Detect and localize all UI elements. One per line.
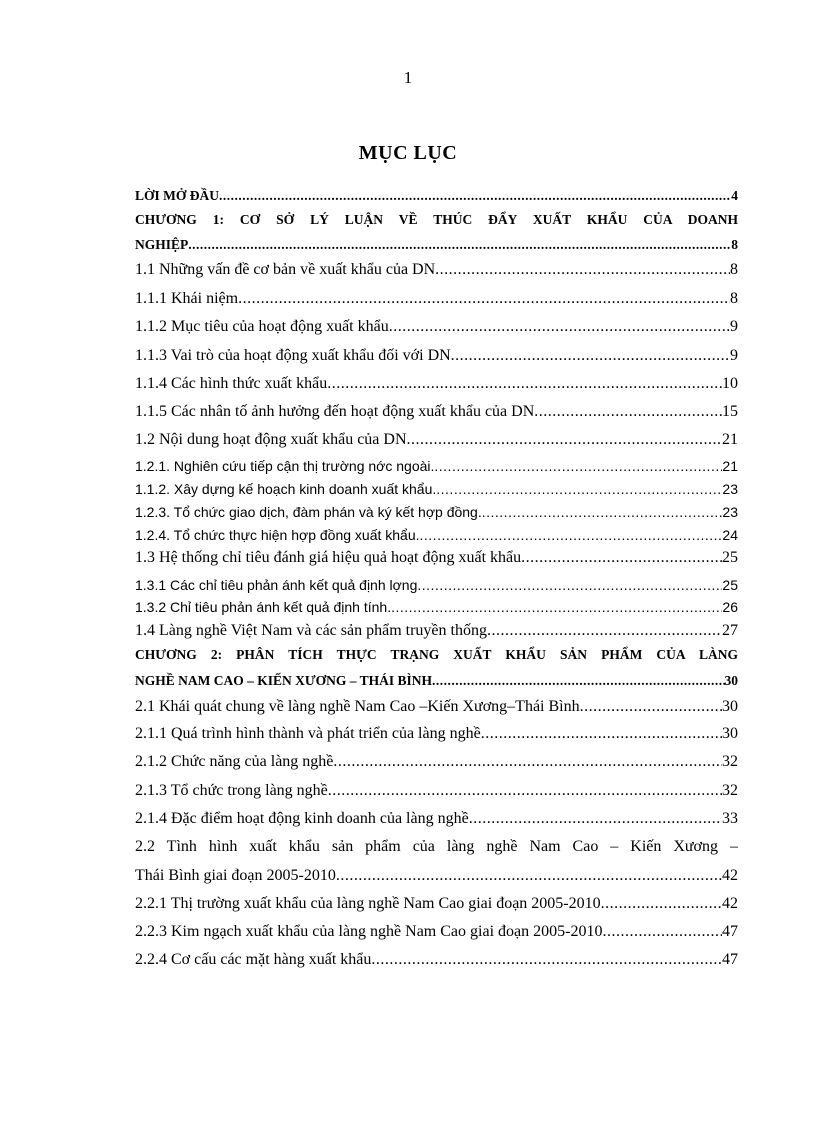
toc-entry-page: 27 bbox=[722, 622, 738, 639]
dot-leader bbox=[601, 894, 722, 913]
toc-entry[interactable] bbox=[135, 752, 738, 771]
toc-entry[interactable] bbox=[135, 402, 738, 421]
toc-entry-page: 21 bbox=[722, 458, 738, 474]
toc-entry[interactable] bbox=[135, 866, 738, 885]
toc-entry-page: 23 bbox=[722, 504, 738, 520]
dot-leader bbox=[602, 922, 722, 941]
toc-entry-label: 2.1.2 Chức năng của làng nghề bbox=[135, 753, 334, 770]
toc-entry-label: 1.2.3. Tổ chức giao dịch, đàm phán và ký kết hợp đồng. bbox=[135, 504, 482, 520]
toc-entry[interactable] bbox=[135, 724, 738, 743]
dot-leader bbox=[333, 752, 722, 771]
toc-entry-label: Thái Bình giai đoạn 2005-2010 bbox=[135, 867, 336, 884]
toc-entry[interactable] bbox=[135, 527, 738, 544]
toc-entry-page: 33 bbox=[722, 810, 738, 827]
dot-leader bbox=[391, 599, 722, 616]
toc-entry-page: 9 bbox=[730, 347, 738, 364]
toc-entry-label: 1.2.4. Tổ chức thực hiện hợp đồng xuất khẩu. bbox=[135, 527, 420, 543]
dot-leader bbox=[487, 621, 722, 640]
toc-entry-label: 1.1.4 Các hình thức xuất khẩu bbox=[135, 375, 328, 392]
toc-entry-page: 47 bbox=[722, 951, 738, 968]
toc-title: MỤC LỤC bbox=[358, 142, 458, 164]
toc-entry-label: 1.3 Hệ thống chỉ tiêu đánh giá hiệu quả hoạt động xuất khẩu bbox=[135, 549, 522, 566]
toc-entry-label: 2.2.1 Thị trường xuất khẩu của làng nghề Nam Cao giai đoạn 2005-2010 bbox=[135, 895, 601, 912]
dot-leader bbox=[481, 724, 722, 743]
toc-entry-page: 25 bbox=[722, 577, 738, 593]
toc-entry[interactable] bbox=[135, 922, 738, 941]
toc-entry-page: 15 bbox=[722, 403, 738, 420]
dot-leader bbox=[327, 374, 722, 393]
toc-entry[interactable] bbox=[135, 188, 738, 204]
toc-entry-page: 30 bbox=[724, 673, 738, 688]
toc-entry-label: 2.1.1 Quá trình hình thành và phát triển của làng nghề bbox=[135, 725, 481, 742]
toc-entry-page: 42 bbox=[722, 895, 738, 912]
toc-entry-label: 1.1.5 Các nhân tố ảnh hưởng đến hoạt động xuất khẩu của DN bbox=[135, 403, 535, 420]
toc-entry[interactable] bbox=[135, 289, 738, 308]
toc-entry[interactable] bbox=[135, 577, 738, 594]
toc-entry-page: 21 bbox=[722, 431, 738, 448]
toc-entry[interactable] bbox=[135, 673, 738, 689]
toc-entry-label: 1.1.2. Xây dựng kế hoạch kinh doanh xuất khẩu. bbox=[135, 481, 437, 497]
toc-entry-label: 1.2 Nội dung hoạt động xuất khẩu của DN bbox=[135, 431, 407, 448]
toc-section-heading[interactable]: 2.2 Tình hình xuất khẩu sản phẩm của làng nghề Nam Cao – Kiến Xương – bbox=[135, 838, 738, 855]
toc-entry-label: 2.2.3 Kim ngạch xuất khẩu của làng nghề Nam Cao giai đoạn 2005-2010 bbox=[135, 923, 603, 940]
toc-entry[interactable] bbox=[135, 260, 738, 279]
toc-entry-label: 1.1.2 Mục tiêu của hoạt động xuất khẩu bbox=[135, 318, 389, 335]
toc-entry-label: 1.3.2 Chỉ tiêu phản ánh kết quả định tính. bbox=[135, 599, 392, 615]
toc-entry-page: 8 bbox=[730, 290, 738, 307]
toc-entry-label: 1.3.1 Các chỉ tiêu phản ánh kết quả định lợng bbox=[135, 577, 418, 593]
toc-entry[interactable] bbox=[135, 237, 738, 253]
toc-entry-label: NGHIỆP bbox=[135, 237, 189, 252]
dot-leader bbox=[238, 289, 730, 308]
toc-entry-page: 30 bbox=[722, 698, 738, 715]
page-number: 1 bbox=[403, 68, 413, 87]
toc-entry-label: NGHỀ NAM CAO – KIẾN XƯƠNG – THÁI BÌNH bbox=[135, 673, 433, 688]
toc-entry-label: LỜI MỞ ĐẦU bbox=[135, 188, 219, 203]
toc-entry[interactable] bbox=[135, 697, 738, 716]
toc-entry[interactable] bbox=[135, 894, 738, 913]
toc-entry[interactable] bbox=[135, 950, 738, 969]
toc-entry[interactable] bbox=[135, 374, 738, 393]
toc-entry-page: 47 bbox=[722, 923, 738, 940]
toc-entry[interactable] bbox=[135, 317, 738, 336]
toc-entry[interactable] bbox=[135, 504, 738, 521]
dot-leader bbox=[336, 866, 722, 885]
toc-entry-page: 42 bbox=[722, 867, 738, 884]
toc-entry-label: 2.2.4 Cơ cấu các mặt hàng xuất khẩu bbox=[135, 951, 372, 968]
dot-leader bbox=[482, 504, 723, 521]
toc-entry-label: 1.1.1 Khái niệm bbox=[135, 290, 239, 307]
toc-entry-label: 1.2.1. Nghiên cứu tiếp cận thị trường nớc ngoài. bbox=[135, 458, 435, 474]
dot-leader bbox=[389, 317, 730, 336]
dot-leader bbox=[407, 430, 722, 449]
toc-entry-page: 4 bbox=[731, 188, 738, 203]
dot-leader bbox=[435, 260, 730, 279]
toc-entry-page: 30 bbox=[722, 725, 738, 742]
dot-leader bbox=[580, 697, 722, 716]
toc-entry-label: 1.1.3 Vai trò của hoạt động xuất khẩu đối với DN bbox=[135, 347, 451, 364]
toc-entry-label: 2.1.3 Tổ chức trong làng nghề bbox=[135, 782, 328, 799]
dot-leader bbox=[188, 237, 731, 253]
toc-entry-page: 32 bbox=[722, 782, 738, 799]
toc-entry-page: 32 bbox=[722, 753, 738, 770]
toc-entry-label: 1.4 Làng nghề Việt Nam và các sản phẩm truyền thống bbox=[135, 622, 487, 639]
dot-leader bbox=[451, 346, 730, 365]
toc-entry[interactable] bbox=[135, 481, 738, 498]
dot-leader bbox=[469, 809, 722, 828]
toc-entry-page: 25 bbox=[722, 549, 738, 566]
toc-entry-label: 1.1 Những vấn đề cơ bản về xuất khẩu của DN bbox=[135, 261, 436, 278]
toc-entry-page: 8 bbox=[730, 261, 738, 278]
dot-leader bbox=[417, 577, 722, 594]
toc-entry[interactable] bbox=[135, 621, 738, 640]
toc-chapter-heading[interactable]: CHƯƠNG 2: PHÂN TÍCH THỰC TRẠNG XUẤT KHẨU SẢN PHẨM CỦA LÀNG bbox=[135, 647, 738, 662]
toc-entry-page: 23 bbox=[722, 481, 738, 497]
toc-entry-label: 2.1 Khái quát chung về làng nghề Nam Cao –Kiến Xương–Thái Bình bbox=[135, 698, 580, 715]
toc-chapter-heading[interactable]: CHƯƠNG 1: CƠ SỞ LÝ LUẬN VỀ THÚC ĐẨY XUẤT KHẨU CỦA DOANH bbox=[135, 212, 738, 227]
toc-entry[interactable] bbox=[135, 458, 738, 475]
toc-entry[interactable] bbox=[135, 809, 738, 828]
dot-leader bbox=[219, 188, 731, 204]
dot-leader bbox=[328, 781, 722, 800]
dot-leader bbox=[432, 673, 724, 689]
toc-entry[interactable] bbox=[135, 346, 738, 365]
toc-entry-page: 24 bbox=[722, 527, 738, 543]
toc-entry[interactable] bbox=[135, 599, 738, 616]
toc-entry[interactable] bbox=[135, 548, 738, 567]
toc-entry-page: 10 bbox=[722, 375, 738, 392]
toc-entry-page: 26 bbox=[722, 599, 738, 615]
toc-entry-page: 8 bbox=[731, 237, 738, 252]
dot-leader bbox=[371, 950, 722, 969]
dot-leader bbox=[436, 481, 722, 498]
toc-entry-label: 2.1.4 Đặc điểm hoạt động kinh doanh của làng nghề bbox=[135, 810, 469, 827]
dot-leader bbox=[434, 458, 722, 475]
toc-entry[interactable] bbox=[135, 430, 738, 449]
dot-leader bbox=[521, 548, 722, 567]
toc-entry-page: 9 bbox=[730, 318, 738, 335]
toc-entry[interactable] bbox=[135, 781, 738, 800]
dot-leader bbox=[534, 402, 722, 421]
dot-leader bbox=[420, 527, 723, 544]
